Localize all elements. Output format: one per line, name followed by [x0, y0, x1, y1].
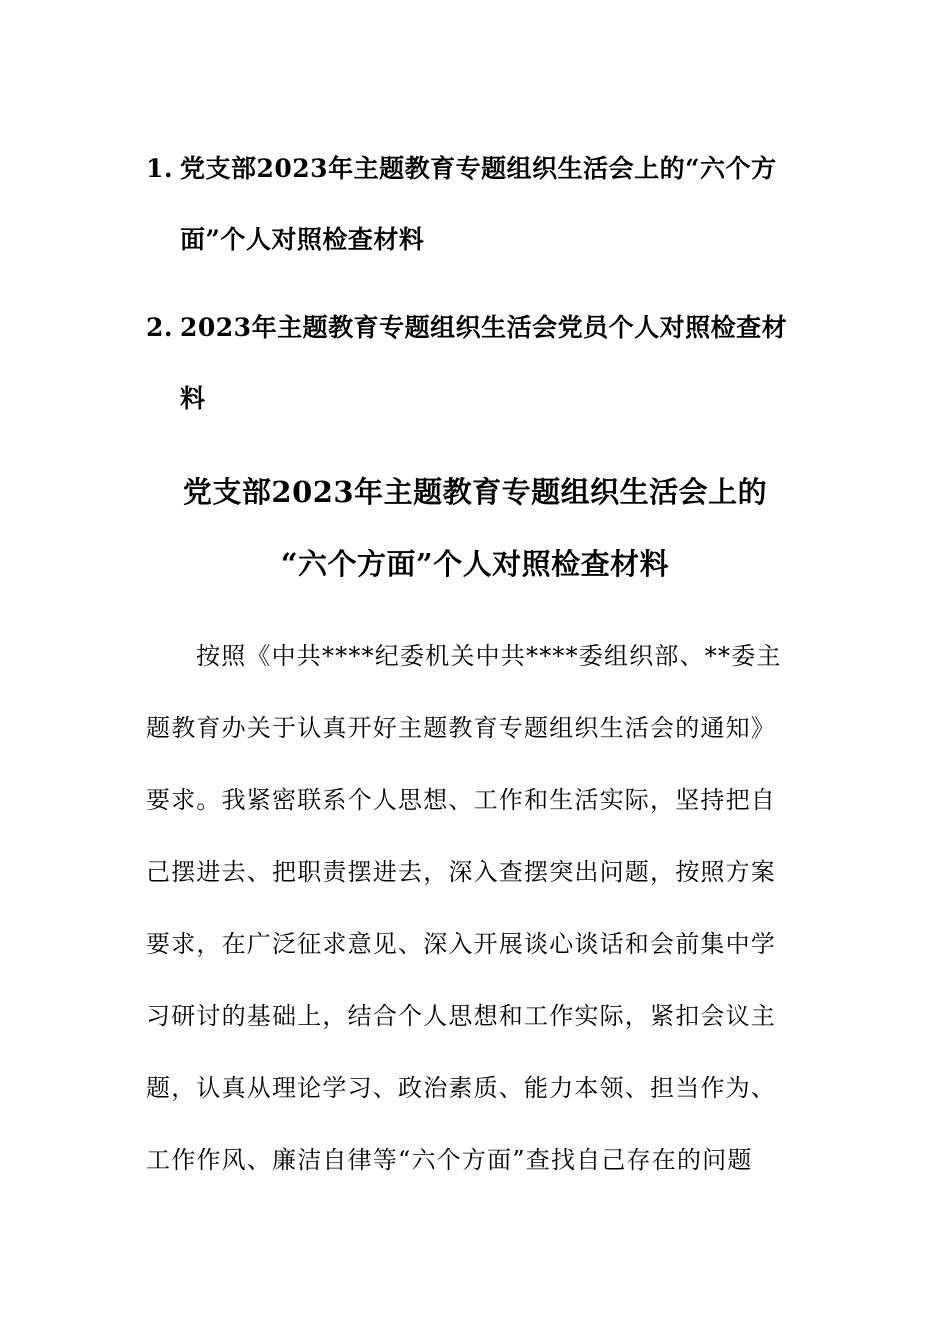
document-title-line-1: 党支部2023年主题教育专题组织生活会上的	[182, 475, 768, 509]
body-line: 要求。我紧密联系个人思想、工作和生活实际，坚持把自	[146, 786, 776, 814]
toc-item-line	[146, 309, 806, 347]
toc-item-1	[146, 150, 806, 259]
body-line: 题教育办关于认真开好主题教育专题组织生活会的通知》	[146, 714, 776, 742]
toc-item-text: 党支部2023年主题教育专题组织生活会上的“六个方	[180, 154, 777, 183]
toc-item-2	[146, 309, 806, 418]
toc-item-text-continued: 料	[180, 384, 206, 413]
body-line: 题，认真从理论学习、政治素质、能力本领、担当作为、	[146, 1074, 776, 1102]
body-line: 工作作风、廉洁自律等“六个方面”查找自己存在的问题	[146, 1146, 753, 1174]
body-line: 按照《中共****纪委机关中共****委组织部、**委主	[196, 642, 782, 670]
body-line: 习研讨的基础上，结合个人思想和工作实际，紧扣会议主	[146, 1002, 776, 1030]
toc-item-text-continued: 面”个人对照检查材料	[180, 225, 425, 254]
toc-item-text: 2023年主题教育专题组织生活会党员个人对照检查材	[180, 313, 788, 342]
body-line: 己摆进去、把职责摆进去，深入查摆突出问题，按照方案	[146, 858, 776, 886]
body-line: 要求，在广泛征求意见、深入开展谈心谈话和会前集中学	[146, 930, 776, 958]
document-title-line-2: “六个方面”个人对照检查材料	[280, 547, 670, 581]
toc-item-number: 1.	[146, 154, 174, 183]
toc-item-number: 2.	[146, 313, 174, 342]
body-paragraph	[146, 620, 786, 1196]
toc-item-line	[146, 150, 806, 188]
